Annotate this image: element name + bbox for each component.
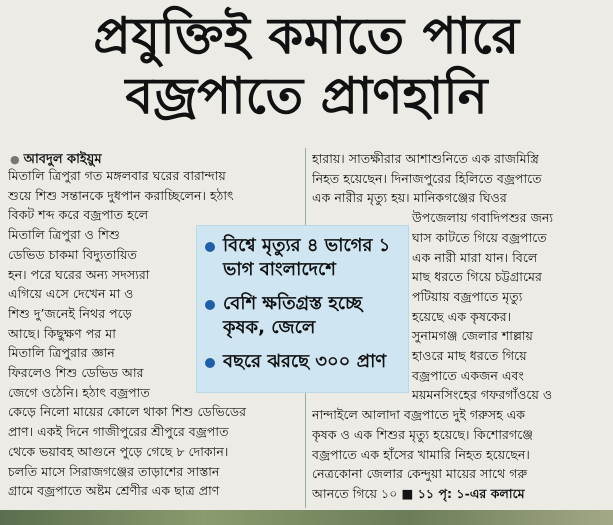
body-line: হাওরে মাছ ধরতে গিয়ে <box>412 348 527 364</box>
photo-strip <box>0 510 613 525</box>
body-line: মিতালি ত্রিপুরা ও শিশু <box>8 227 120 243</box>
body-line: হন। পরে ঘরের অন্য সদস্যরা <box>8 266 150 282</box>
body-line-text: আনতে গিয়ে ১০ <box>312 485 398 501</box>
body-line: বজ্রপাতে এক হাঁসের খামারি নিহত হয়েছেন। <box>312 446 530 462</box>
body-line: মাছ ধরতে গিয়ে চট্টগ্রামের <box>412 269 542 285</box>
body-line: আছে। কিছুক্ষণ পর মা <box>8 325 116 341</box>
body-line: প্রাণ। একই দিনে গাজীপুরের শ্রীপুরে বজ্রপাত <box>8 424 229 440</box>
body-line: বিকট শব্দ করে বজ্রপাত হলে <box>8 207 149 223</box>
body-line: নান্দাইলে আলাদা বজ্রপাতে দুই গরুসহ এক <box>312 407 526 423</box>
body-line: ময়মনসিংহের গফরগাঁওয়ে ও <box>412 387 553 403</box>
headline <box>0 6 613 126</box>
body-line: গ্রামে বজ্রপাতে অষ্টম শ্রেণীর এক ছাত্র প্রাণ <box>8 483 220 499</box>
body-line: হারায়। সাতক্ষীরার আশাশুনিতে এক রাজমিস্ত্রি <box>312 151 539 166</box>
body-line: বজ্রপাতে একজন এবং <box>412 367 524 383</box>
body-line: শিশু দু’জনেই নিথর পড়ে <box>8 305 132 321</box>
highlight-item <box>205 292 400 340</box>
body-line: কেড়ে নিলো মায়ের কোলে থাকা শিশু ডেভিডের <box>8 404 247 420</box>
highlight-item <box>205 234 400 282</box>
body-line: কৃষক ও এক শিশুর মৃত্যু হয়েছে। কিশোরগঞ্জে <box>312 426 534 442</box>
highlight-text: বছরে ঝরছে ৩০০ প্রাণ <box>223 351 387 372</box>
highlight-text: বেশি ক্ষতিগ্রস্ত হচ্ছে কৃষক, জেলে <box>223 293 363 338</box>
body-line: এক নারী মারা যান। বিলে <box>412 249 538 265</box>
body-line: ফিরলেও শিশু ডেভিড আর <box>8 365 144 381</box>
continuation-text: ১১ পৃ: ১-এর কলামে <box>417 485 525 501</box>
body-line: সুনামগঞ্জ জেলার শাল্লায় <box>412 328 533 344</box>
bullet-icon <box>205 358 215 368</box>
bullet-icon: ● <box>10 153 20 166</box>
highlight-box <box>197 226 408 392</box>
body-line: ডেভিড চাকমা বিদ্যুতায়িত <box>8 246 137 262</box>
body-line: শুয়ে শিশু সন্তানকে দুধপান করাচ্ছিলেন। হঠাৎ <box>8 187 234 203</box>
highlight-item <box>205 350 400 374</box>
headline-line-2: বজ্রপাতে প্রাণহানি <box>125 67 488 125</box>
author-name: আবদুল কাইয়ুম <box>23 152 102 167</box>
body-line-last <box>312 484 606 504</box>
continuation-ref: ■ ১১ পৃ: ১-এর কলামে <box>401 485 525 501</box>
body-line: পটিয়ায় বজ্রপাতে মৃত্যু <box>412 288 523 304</box>
body-line: নিহত হয়েছেন। দিনাজপুরের হিলিতে বজ্রপাতে <box>312 170 542 186</box>
body-line: চলতি মাসে সিরাজগঞ্জের তাড়াশের সাস্তান <box>8 463 220 479</box>
body-line: হয়েছে এক কৃষকের। <box>412 308 512 324</box>
body-line: এক নারীর মৃত্যু হয়। মানিকগঞ্জের ঘিওর <box>312 190 507 206</box>
body-line: নেত্রকোনা জেলার কেন্দুয়া মায়ের সাথে গরু <box>312 466 528 482</box>
body-line: জেগে ওঠেনি। হঠাৎ বজ্রপাত <box>8 384 150 400</box>
body-line: মিতালি ত্রিপুরার জ্ঞান <box>8 345 115 361</box>
body-line: উপজেলায় গবাদিপশুর জন্য <box>412 210 554 226</box>
bullet-icon <box>205 242 215 252</box>
body-line: মিতালি ত্রিপুরা গত মঙ্গলবার ঘরের বারান্দায় <box>8 168 226 183</box>
highlight-text: বিশ্বে মৃত্যুর ৪ ভাগের ১ ভাগ বাংলাদেশে <box>223 235 391 280</box>
body-line: ঘাস কাটতে গিয়ে বজ্রপাতে <box>412 229 547 245</box>
body-line: এগিয়ে এসে দেখেন মা ও <box>8 286 134 302</box>
headline-line-1: প্রযুক্তিই কমাতে পারে <box>93 7 520 65</box>
bullet-icon <box>205 300 215 310</box>
body-line: থেকে ভয়াবহ আগুনে পুড়ে গেছে ৮ দোকান। <box>8 443 229 459</box>
